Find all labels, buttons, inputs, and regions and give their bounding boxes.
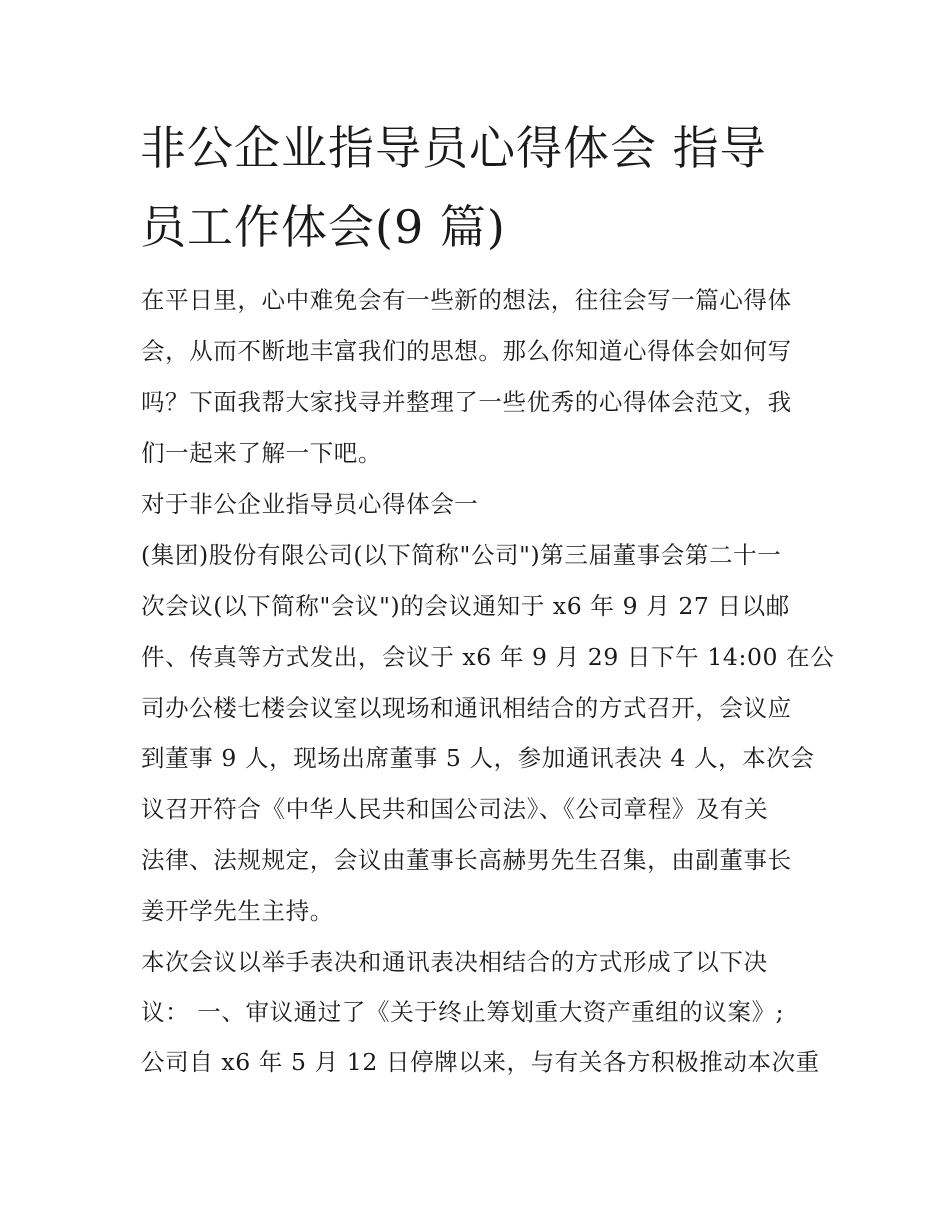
body-line: 到董事 9 人，现场出席董事 5 人，参加通讯表决 4 人，本次会 xyxy=(141,744,815,772)
document-title-line-2: 员工作体会(9 篇) xyxy=(140,200,506,254)
body-line: 法律、法规规定，会议由董事长高赫男先生召集，由副董事长 xyxy=(141,846,792,874)
body-line: 会，从而不断地丰富我们的思想。那么你知道心得体会如何写 xyxy=(141,337,792,365)
body-line: 司办公楼七楼会议室以现场和通讯相结合的方式召开，会议应 xyxy=(141,694,792,722)
body-line: 公司自 x6 年 5 月 12 日停牌以来，与有关各方积极推动本次重 xyxy=(141,1048,820,1076)
body-line: (集团)股份有限公司(以下简称"公司")第三届董事会第二十一 xyxy=(141,541,782,569)
body-line: 本次会议以举手表决和通讯表决相结合的方式形成了以下决 xyxy=(141,948,768,976)
body-line: 吗？下面我帮大家找寻并整理了一些优秀的心得体会范文，我 xyxy=(141,388,792,416)
body-line: 议召开符合《中华人民共和国公司法》、《公司章程》及有关 xyxy=(141,795,769,823)
body-line: 在平日里，心中难免会有一些新的想法，往往会写一篇心得体 xyxy=(141,286,792,314)
body-line: 议： 一、审议通过了《关于终止筹划重大资产重组的议案》; xyxy=(141,998,785,1026)
body-line: 姜开学先生主持。 xyxy=(141,897,334,925)
body-line: 次会议(以下简称"会议")的会议通知于 x6 年 9 月 27 日以邮 xyxy=(141,592,790,620)
body-line: 件、传真等方式发出，会议于 x6 年 9 月 29 日下午 14:00 在公 xyxy=(141,643,835,671)
document-title-line-1: 非公企业指导员心得体会 指导 xyxy=(140,121,767,175)
body-line: 们一起来了解一下吧。 xyxy=(141,439,382,467)
section-heading: 对于非公企业指导员心得体会一 xyxy=(141,490,479,518)
